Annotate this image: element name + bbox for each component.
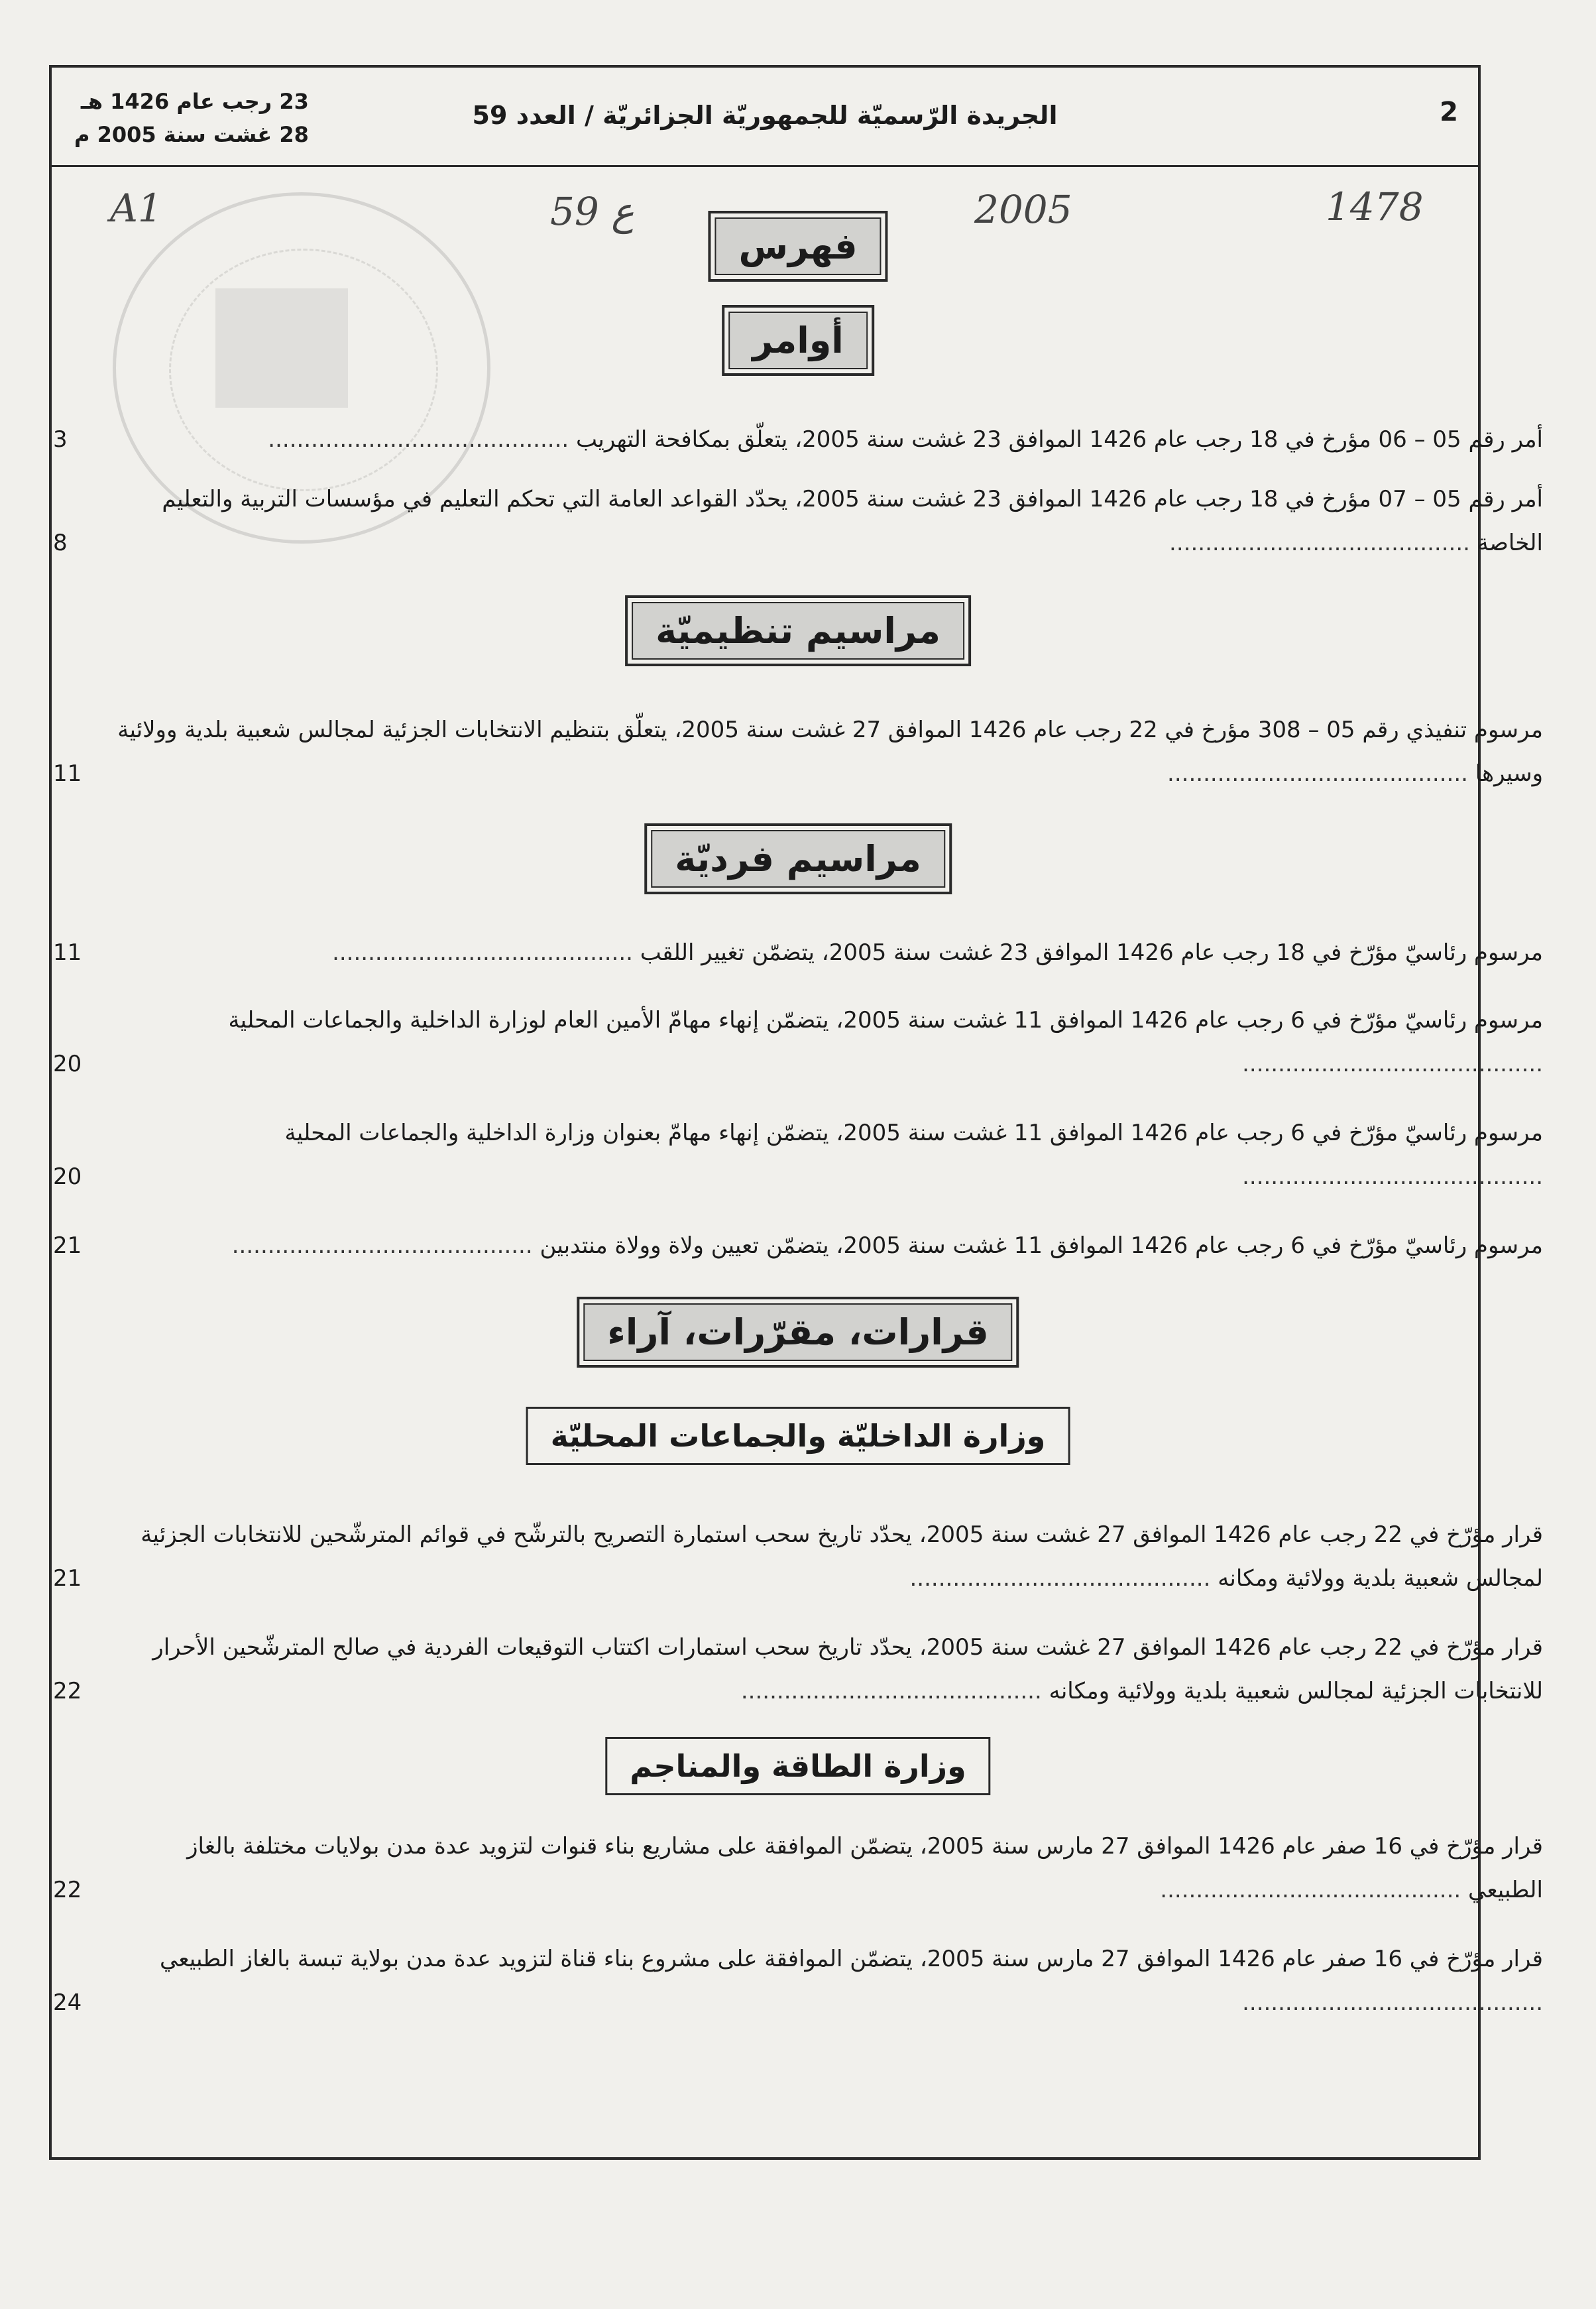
index-entry [53,1111,1543,1199]
index-entry [53,1224,1543,1268]
section-title-regulatory-decrees [625,595,971,666]
entry-text: قرار مؤرّخ في 22 رجب عام 1426 الموافق 27 غشت سنة 2005، يحدّد تاريخ سحب استمارات اكتتاب التوقيعات الفردية في صالح المترشّحين الأحرار للانتخابات الجزئية لمجالس شعبية بلدية وولائية ومكانه ..... [106,1626,1543,1713]
date-hijri: 23 رجب عام 1426 هـ [80,89,309,114]
index-entry [53,931,1543,975]
page-number: 2 [1440,97,1458,127]
entry-page: 20 [53,1163,82,1190]
entry-page: 3 [53,426,68,453]
ministry-title-interior: وزارة الداخليّة والجماعات المحليّة [526,1407,1070,1465]
entry-text: أمر رقم 05 – 06 مؤرخ في 18 رجب عام 1426 الموافق 23 غشت سنة 2005، يتعلّق بمكافحة التهريب ..... [106,418,1543,461]
entry-page: 20 [53,1051,82,1077]
entry-text: مرسوم رئاسيّ مؤرّخ في 18 رجب عام 1426 الموافق 23 غشت سنة 2005، يتضمّن تغيير اللقب ..... [106,931,1543,975]
index-entry [53,1626,1543,1713]
entry-text: قرار مؤرّخ في 16 صفر عام 1426 الموافق 27 مارس سنة 2005، يتضمّن الموافقة على مشاريع بناء قنوات لتزويد عدة مدن بولايات مختلفة بالغاز الطبيعي ..... [106,1824,1543,1912]
entry-page: 11 [53,760,82,787]
section-title-orders [722,305,874,376]
entry-page: 21 [53,1565,82,1592]
index-entry [53,1513,1543,1600]
entry-page: 22 [53,1877,82,1903]
ministry-title-energy: وزارة الطاقة والمناجم [605,1737,990,1795]
margin-code-left: A1 [110,186,162,231]
index-title: فهرس [714,217,881,275]
entry-text: مرسوم رئاسيّ مؤرّخ في 6 رجب عام 1426 الموافق 11 غشت سنة 2005، يتضمّن تعيين ولاة وولاة منتدبين ..... [106,1224,1543,1268]
margin-marks [0,113,1596,234]
section-title-text: قرارات، مقرّرات، آراء [583,1303,1012,1361]
index-title-box [708,211,887,282]
entry-page: 11 [53,939,82,966]
entry-text: قرار مؤرّخ في 22 رجب عام 1426 الموافق 27 غشت سنة 2005، يحدّد تاريخ سحب استمارة التصريح بالترشّح في قوائم المترشّحين للانتخابات الجزئية لمجالس شعبية بلدية وولائية ومكانه ..... [106,1513,1543,1600]
entry-page: 22 [53,1678,82,1704]
index-entry [53,1824,1543,1912]
section-title-individual-decrees [644,823,952,894]
entry-text: مرسوم تنفيذي رقم 05 – 308 مؤرخ في 22 رجب عام 1426 الموافق 27 غشت سنة 2005، يتعلّق بتنظيم الانتخابات الجزئية لمجالس شعبية بلدية وولائية وسيرها ..... [106,708,1543,796]
margin-year: 2005 [974,187,1072,232]
entry-text: أمر رقم 05 – 07 مؤرخ في 18 رجب عام 1426 الموافق 23 غشت سنة 2005، يحدّد القواعد العامة التي تحكم التعليم في مؤسسات التربية والتعليم الخاصة ..... [106,477,1543,565]
entry-page: 21 [53,1232,82,1259]
margin-serial: 1478 [1326,184,1424,229]
margin-code-center: 59 ع [550,189,634,234]
section-title-text: مراسيم تنظيميّة [632,602,964,660]
index-entry [53,477,1543,565]
entry-page: 24 [53,1989,82,2016]
section-title-text: مراسيم فرديّة [651,830,945,888]
section-title-decisions [577,1297,1019,1368]
index-entry [53,418,1543,461]
date-gregorian: 28 غشت سنة 2005 م [74,122,309,147]
index-entry [53,708,1543,796]
section-title-text: أوامر [728,312,868,369]
journal-title: الجريدة الرّسميّة للجمهوريّة الجزائريّة / العدد 59 [472,101,1058,130]
index-entry [53,998,1543,1086]
entry-text: مرسوم رئاسيّ مؤرّخ في 6 رجب عام 1426 الموافق 11 غشت سنة 2005، يتضمّن إنهاء مهامّ الأمين العام لوزارة الداخلية والجماعات المحلية ..... [106,998,1543,1086]
entry-text: قرار مؤرّخ في 16 صفر عام 1426 الموافق 27 مارس سنة 2005، يتضمّن الموافقة على مشروع بناء قناة لتزويد عدة مدن بولاية تبسة بالغاز الطبيعي ..... [106,1937,1543,2025]
entry-text: مرسوم رئاسيّ مؤرّخ في 6 رجب عام 1426 الموافق 11 غشت سنة 2005، يتضمّن إنهاء مهامّ بعنوان وزارة الداخلية والجماعات المحلية ..... [106,1111,1543,1199]
entry-page: 8 [53,530,68,556]
stamp-center [215,288,348,408]
index-entry [53,1937,1543,2025]
